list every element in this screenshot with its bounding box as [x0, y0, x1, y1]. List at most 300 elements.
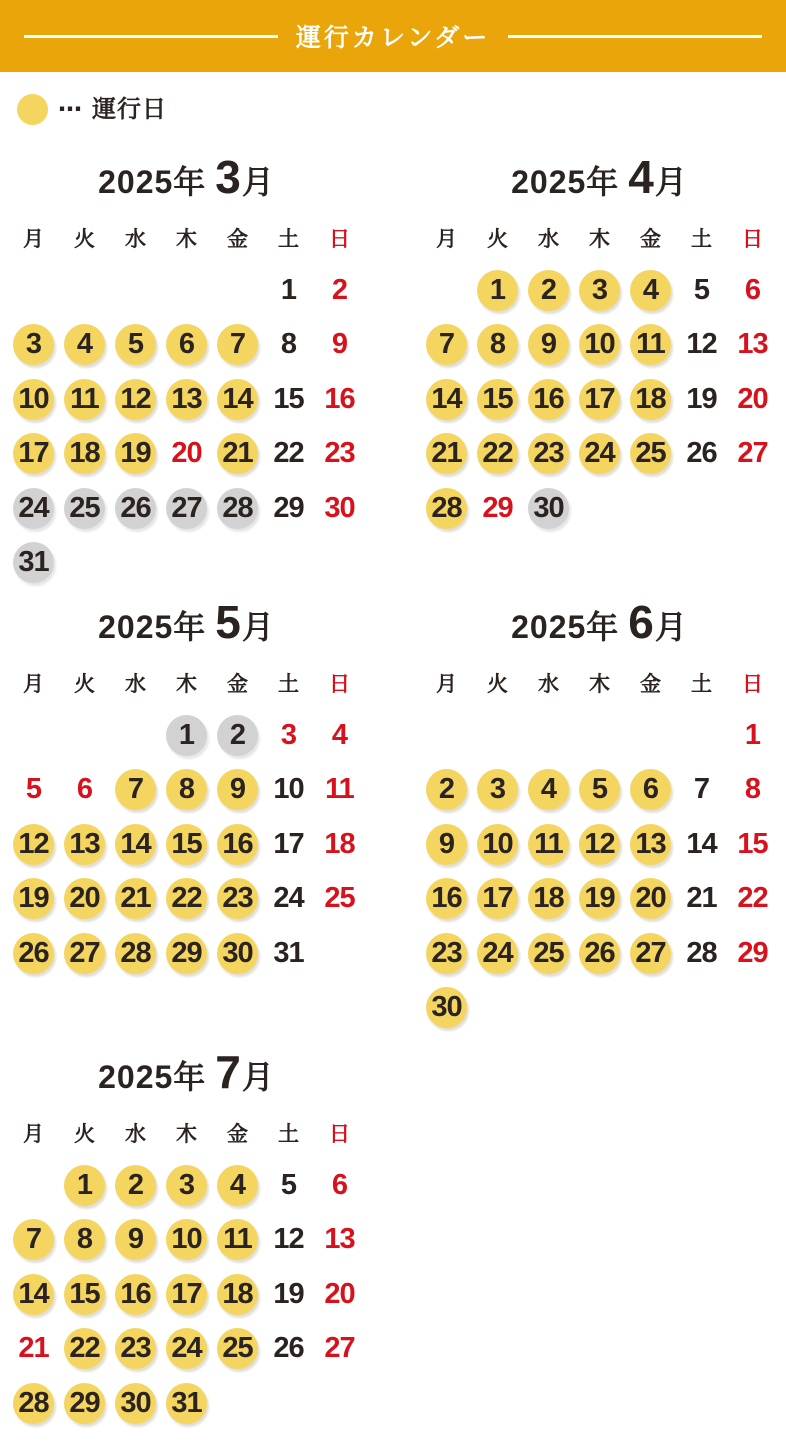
- day-number: 29: [273, 491, 304, 524]
- header-rule-right: [508, 35, 762, 38]
- day-cell: [212, 817, 263, 872]
- calendar-title-month-number: 7: [215, 1046, 242, 1098]
- day-cell: [110, 1213, 161, 1268]
- calendar-title-year: 2025年: [98, 164, 207, 200]
- day-number: 3: [489, 773, 506, 806]
- day-cell: [727, 926, 778, 981]
- day-cell: [110, 372, 161, 427]
- day-number: 9: [229, 773, 246, 806]
- day-cell: [421, 318, 472, 373]
- empty-cell: [212, 263, 263, 318]
- day-cell: [472, 872, 523, 927]
- day-number: 8: [489, 328, 506, 361]
- day-number: 26: [686, 437, 717, 470]
- day-cell: [161, 481, 212, 536]
- empty-cell: [574, 708, 625, 763]
- week-row: [421, 708, 778, 763]
- empty-cell: [727, 481, 778, 536]
- header-banner: [0, 0, 786, 72]
- empty-cell: [59, 708, 110, 763]
- day-number: 7: [127, 773, 144, 806]
- empty-cell: [8, 1158, 59, 1213]
- operation-day-circle: [166, 1274, 207, 1315]
- operation-day-circle: [477, 379, 518, 420]
- weekday-sat: 土: [278, 673, 299, 696]
- day-number: 3: [25, 328, 42, 361]
- day-cell: [421, 763, 472, 818]
- empty-cell: [625, 708, 676, 763]
- day-cell: [472, 481, 523, 536]
- day-cell: [110, 817, 161, 872]
- week-row: [421, 427, 778, 482]
- day-number: 11: [223, 1223, 252, 1256]
- week-row: [421, 263, 778, 318]
- day-number: 14: [18, 1277, 49, 1310]
- operation-day-circle: [13, 433, 54, 474]
- weekday-fri: 金: [640, 673, 661, 696]
- weekday-sat: 土: [278, 1123, 299, 1146]
- day-cell: [314, 481, 365, 536]
- operation-day-marker-icon: [17, 94, 48, 125]
- day-cell: [421, 981, 472, 1036]
- calendar-title-month-unit: 月: [654, 609, 688, 645]
- day-cell: [727, 263, 778, 318]
- day-cell: [59, 1376, 110, 1431]
- day-number: 31: [171, 1386, 202, 1419]
- weekday-header: [421, 218, 778, 258]
- operation-day-circle: [115, 824, 156, 865]
- day-number: 13: [737, 328, 768, 361]
- empty-cell: [727, 981, 778, 1036]
- operation-day-circle: [426, 878, 467, 919]
- day-number: 12: [686, 328, 717, 361]
- operation-day-circle: [630, 379, 671, 420]
- day-number: 16: [533, 382, 564, 415]
- day-number: 6: [744, 273, 761, 306]
- weekday-thu: 木: [589, 673, 610, 696]
- day-number: 10: [584, 328, 615, 361]
- empty-cell: [59, 536, 110, 591]
- empty-cell: [676, 981, 727, 1036]
- operation-day-circle: [13, 824, 54, 865]
- day-number: 23: [431, 936, 462, 969]
- day-number: 2: [540, 273, 557, 306]
- day-cell: [59, 817, 110, 872]
- weekday-sun: 日: [742, 673, 763, 696]
- week-row: [8, 1213, 365, 1268]
- day-number: 15: [171, 827, 202, 860]
- weekday-wed: 水: [125, 228, 146, 251]
- empty-cell: [212, 1376, 263, 1431]
- week-row: [8, 372, 365, 427]
- empty-cell: [625, 481, 676, 536]
- calendar-2025-4: [421, 150, 778, 595]
- day-number: 29: [171, 936, 202, 969]
- day-number: 17: [18, 437, 49, 470]
- empty-cell: [314, 536, 365, 591]
- day-cell: [212, 1322, 263, 1377]
- empty-cell: [8, 263, 59, 318]
- calendar-2025-5: [8, 595, 365, 1045]
- day-number: 26: [120, 491, 151, 524]
- day-cell: [110, 1267, 161, 1322]
- day-cell: [110, 926, 161, 981]
- suspended-day-circle: [166, 488, 207, 529]
- day-cell: [161, 1322, 212, 1377]
- day-cell: [625, 318, 676, 373]
- suspended-day-circle: [217, 488, 258, 529]
- day-number: 21: [686, 882, 717, 915]
- day-number: 4: [229, 1168, 246, 1201]
- day-cell: [212, 926, 263, 981]
- day-cell: [8, 427, 59, 482]
- day-number: 27: [324, 1332, 355, 1365]
- week-row: [8, 1267, 365, 1322]
- operation-day-circle: [217, 433, 258, 474]
- day-cell: [314, 1158, 365, 1213]
- operation-day-circle: [630, 824, 671, 865]
- day-cell: [625, 872, 676, 927]
- day-cell: [523, 263, 574, 318]
- calendar-title: [8, 1045, 365, 1098]
- suspended-day-circle: [115, 488, 156, 529]
- operation-day-circle: [13, 878, 54, 919]
- day-number: 11: [534, 827, 563, 860]
- day-cell: [727, 872, 778, 927]
- empty-cell: [314, 1376, 365, 1431]
- day-number: 16: [324, 382, 355, 415]
- empty-cell: [59, 263, 110, 318]
- weekday-mon: 月: [23, 228, 44, 251]
- day-cell: [574, 318, 625, 373]
- day-cell: [676, 926, 727, 981]
- calendar-grid: [0, 150, 786, 1431]
- day-number: 8: [280, 328, 297, 361]
- day-cell: [314, 817, 365, 872]
- empty-cell: [263, 536, 314, 591]
- day-number: 1: [178, 718, 195, 751]
- day-number: 6: [642, 773, 659, 806]
- calendar-title: [421, 595, 778, 648]
- day-number: 30: [533, 491, 564, 524]
- operation-day-circle: [426, 769, 467, 810]
- empty-cell: [8, 708, 59, 763]
- day-cell: [59, 1158, 110, 1213]
- day-number: 13: [171, 382, 202, 415]
- day-cell: [8, 872, 59, 927]
- day-cell: [8, 372, 59, 427]
- weekday-tue: 火: [74, 673, 95, 696]
- day-number: 21: [120, 882, 151, 915]
- empty-cell: [523, 708, 574, 763]
- weekday-sun: 日: [329, 228, 350, 251]
- operation-day-circle: [579, 324, 620, 365]
- day-number: 21: [222, 437, 253, 470]
- weekday-sun: 日: [742, 228, 763, 251]
- day-cell: [161, 872, 212, 927]
- day-cell: [59, 1322, 110, 1377]
- operation-day-circle: [13, 379, 54, 420]
- operation-day-circle: [217, 1219, 258, 1260]
- weekday-mon: 月: [23, 1123, 44, 1146]
- day-cell: [314, 427, 365, 482]
- suspended-day-circle: [13, 542, 54, 583]
- day-cell: [263, 708, 314, 763]
- operation-day-circle: [630, 878, 671, 919]
- day-number: 11: [325, 773, 354, 806]
- calendar-title-month-unit: 月: [654, 164, 688, 200]
- calendar-2025-6: [421, 595, 778, 1045]
- day-number: 20: [635, 882, 666, 915]
- operation-day-circle: [579, 379, 620, 420]
- day-number: 21: [18, 1332, 49, 1365]
- operation-day-circle: [64, 824, 105, 865]
- day-cell: [314, 1267, 365, 1322]
- calendar-title-month-number: 5: [215, 596, 242, 648]
- week-row: [421, 481, 778, 536]
- day-cell: [263, 763, 314, 818]
- operation-day-circle: [115, 1274, 156, 1315]
- day-number: 9: [438, 827, 455, 860]
- operation-day-circle: [166, 933, 207, 974]
- day-cell: [212, 1158, 263, 1213]
- day-number: 31: [273, 936, 304, 969]
- day-number: 10: [171, 1223, 202, 1256]
- week-row: [8, 763, 365, 818]
- day-number: 18: [533, 882, 564, 915]
- day-number: 22: [69, 1332, 100, 1365]
- day-cell: [263, 1158, 314, 1213]
- day-number: 17: [171, 1277, 202, 1310]
- weekday-header: [8, 218, 365, 258]
- day-cell: [263, 1213, 314, 1268]
- day-number: 30: [324, 491, 355, 524]
- day-cell: [161, 1376, 212, 1431]
- day-number: 20: [324, 1277, 355, 1310]
- header-rule-left: [24, 35, 278, 38]
- operation-day-circle: [166, 324, 207, 365]
- empty-cell: [574, 481, 625, 536]
- operation-day-circle: [579, 933, 620, 974]
- operation-day-circle: [115, 379, 156, 420]
- day-cell: [110, 872, 161, 927]
- day-cell: [314, 372, 365, 427]
- day-number: 19: [18, 882, 49, 915]
- day-number: 8: [178, 773, 195, 806]
- calendar-title-month-number: 3: [215, 151, 242, 203]
- operation-day-circle: [426, 488, 467, 529]
- day-number: 25: [635, 437, 666, 470]
- operation-day-circle: [426, 824, 467, 865]
- day-number: 4: [331, 718, 348, 751]
- day-cell: [574, 817, 625, 872]
- operation-day-circle: [217, 933, 258, 974]
- day-cell: [161, 763, 212, 818]
- day-cell: [421, 427, 472, 482]
- operation-day-circle: [217, 1328, 258, 1369]
- weekday-sun: 日: [329, 1123, 350, 1146]
- empty-cell: [421, 708, 472, 763]
- day-cell: [8, 1267, 59, 1322]
- day-number: 18: [635, 382, 666, 415]
- operation-day-circle: [528, 933, 569, 974]
- day-cell: [8, 926, 59, 981]
- calendar-title: [421, 150, 778, 203]
- day-number: 11: [70, 382, 99, 415]
- empty-cell: [110, 263, 161, 318]
- week-row: [8, 536, 365, 591]
- day-number: 6: [331, 1168, 348, 1201]
- weekday-thu: 木: [176, 673, 197, 696]
- day-cell: [421, 372, 472, 427]
- legend-label: 運行日: [92, 96, 167, 123]
- operation-day-circle: [217, 1165, 258, 1206]
- day-cell: [263, 481, 314, 536]
- empty-cell: [676, 708, 727, 763]
- weekday-wed: 水: [125, 1123, 146, 1146]
- weekday-thu: 木: [176, 228, 197, 251]
- empty-cell: [161, 536, 212, 591]
- day-cell: [212, 1267, 263, 1322]
- day-number: 19: [273, 1277, 304, 1310]
- day-number: 22: [482, 437, 513, 470]
- week-row: [421, 872, 778, 927]
- day-cell: [263, 1322, 314, 1377]
- suspended-day-circle: [13, 488, 54, 529]
- operation-day-circle: [579, 878, 620, 919]
- weekday-fri: 金: [227, 1123, 248, 1146]
- day-number: 20: [737, 382, 768, 415]
- week-row: [8, 872, 365, 927]
- day-number: 27: [69, 936, 100, 969]
- day-cell: [421, 926, 472, 981]
- day-cell: [263, 263, 314, 318]
- day-number: 1: [76, 1168, 93, 1201]
- operation-day-circle: [528, 379, 569, 420]
- calendar-title-year: 2025年: [98, 609, 207, 645]
- day-cell: [472, 817, 523, 872]
- day-number: 19: [120, 437, 151, 470]
- suspended-day-circle: [166, 715, 207, 756]
- operation-day-circle: [217, 878, 258, 919]
- operation-day-circle: [115, 1328, 156, 1369]
- day-number: 6: [76, 773, 93, 806]
- day-cell: [314, 1322, 365, 1377]
- calendar-title-month-number: 4: [628, 151, 655, 203]
- calendar-title: [8, 595, 365, 648]
- day-cell: [8, 1213, 59, 1268]
- day-cell: [472, 763, 523, 818]
- operation-day-circle: [64, 1328, 105, 1369]
- day-cell: [8, 318, 59, 373]
- operation-day-circle: [13, 324, 54, 365]
- operation-day-circle: [426, 324, 467, 365]
- day-cell: [59, 427, 110, 482]
- day-cell: [727, 763, 778, 818]
- day-number: 7: [438, 328, 455, 361]
- operation-day-circle: [64, 1165, 105, 1206]
- day-cell: [263, 1267, 314, 1322]
- calendar-title-year: 2025年: [511, 164, 620, 200]
- day-cell: [110, 1322, 161, 1377]
- day-cell: [212, 372, 263, 427]
- day-number: 14: [686, 827, 717, 860]
- day-cell: [727, 708, 778, 763]
- week-row: [8, 1376, 365, 1431]
- operation-day-circle: [115, 1165, 156, 1206]
- day-number: 19: [686, 382, 717, 415]
- day-number: 14: [120, 827, 151, 860]
- week-row: [8, 708, 365, 763]
- day-number: 5: [280, 1168, 297, 1201]
- empty-cell: [314, 926, 365, 981]
- day-cell: [161, 708, 212, 763]
- day-number: 23: [222, 882, 253, 915]
- operation-day-circle: [426, 933, 467, 974]
- empty-cell: [472, 981, 523, 1036]
- day-cell: [8, 1376, 59, 1431]
- operation-day-circle: [528, 824, 569, 865]
- day-number: 5: [591, 773, 608, 806]
- day-number: 4: [540, 773, 557, 806]
- day-cell: [676, 763, 727, 818]
- operation-day-circle: [64, 433, 105, 474]
- weekday-wed: 水: [538, 673, 559, 696]
- day-number: 14: [431, 382, 462, 415]
- week-row: [8, 1322, 365, 1377]
- operation-day-circle: [115, 1219, 156, 1260]
- operation-day-circle: [166, 1328, 207, 1369]
- day-number: 31: [18, 546, 49, 579]
- day-cell: [8, 536, 59, 591]
- day-number: 15: [273, 382, 304, 415]
- weekday-header: [8, 663, 365, 703]
- day-number: 16: [222, 827, 253, 860]
- operation-day-circle: [64, 379, 105, 420]
- day-cell: [110, 1376, 161, 1431]
- day-number: 2: [331, 273, 348, 306]
- weekday-fri: 金: [640, 228, 661, 251]
- operation-day-circle: [528, 433, 569, 474]
- day-number: 28: [431, 491, 462, 524]
- operation-day-circle: [64, 324, 105, 365]
- week-row: [421, 981, 778, 1036]
- day-number: 5: [127, 328, 144, 361]
- day-cell: [110, 481, 161, 536]
- day-number: 17: [482, 882, 513, 915]
- day-number: 21: [431, 437, 462, 470]
- day-cell: [212, 1213, 263, 1268]
- weekday-fri: 金: [227, 228, 248, 251]
- day-cell: [574, 926, 625, 981]
- day-cell: [523, 817, 574, 872]
- empty-cell: [263, 1376, 314, 1431]
- day-number: 29: [737, 936, 768, 969]
- day-cell: [212, 481, 263, 536]
- weekday-thu: 木: [176, 1123, 197, 1146]
- day-number: 12: [18, 827, 49, 860]
- day-cell: [8, 481, 59, 536]
- weekday-tue: 火: [487, 228, 508, 251]
- day-cell: [574, 872, 625, 927]
- day-cell: [161, 372, 212, 427]
- operation-day-circle: [64, 933, 105, 974]
- day-cell: [212, 872, 263, 927]
- day-cell: [727, 817, 778, 872]
- weekday-mon: 月: [436, 673, 457, 696]
- day-number: 13: [69, 827, 100, 860]
- operation-day-circle: [477, 433, 518, 474]
